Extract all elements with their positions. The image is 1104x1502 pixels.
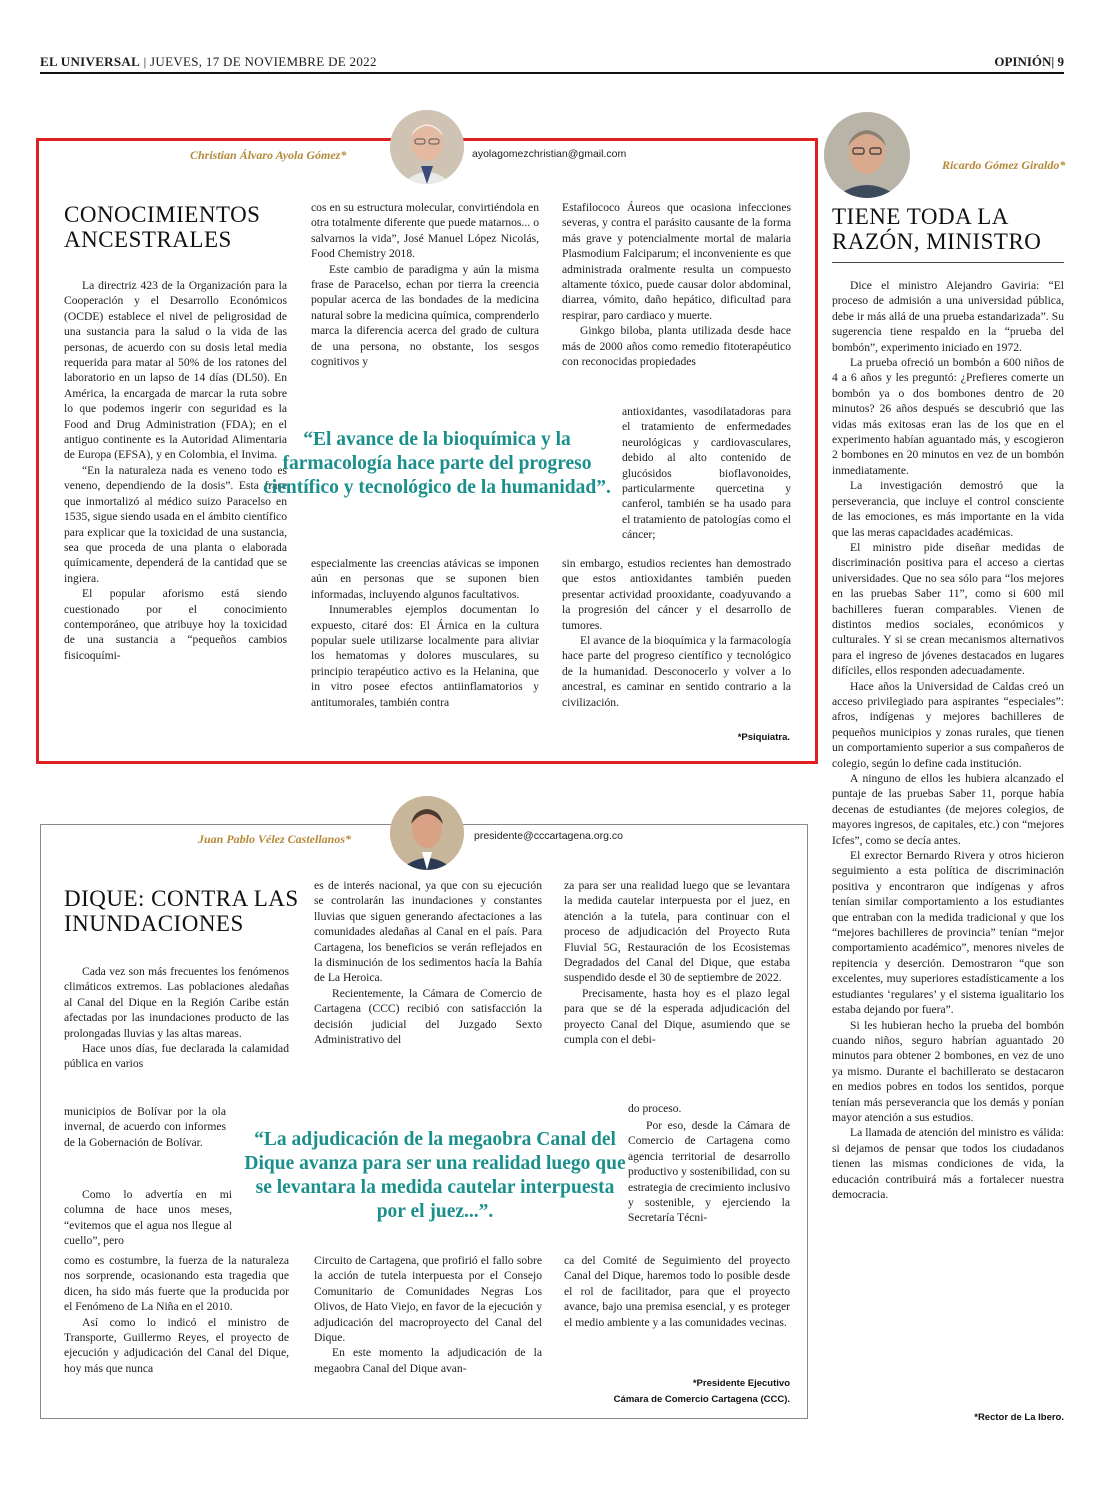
article1-author: Christian Álvaro Ayola Gómez*	[190, 148, 347, 162]
article3-credit-title: *Presidente Ejecutivo	[692, 1378, 790, 1389]
article2-headline: TIENE TODA LA RAZÓN, MINISTRO	[832, 204, 1042, 254]
paragraph: Hace años la Universidad de Caldas creó un acceso privilegiado para aspirantes “especiales”: afros, indígenas y mejores bachilleres de pequeños municipios y zonas rurales, que tienen un comportamiento superior a sus compañeros de colegio, según lo define cada institución.	[832, 679, 1064, 770]
article1-column-3a	[562, 200, 791, 404]
paragraph: como es costumbre, la fuerza de la naturaleza nos sorprende, ocasionando esta tragedia que dicen, ha sido más fuerte que la producida por el Fenómeno de La Niña en el 2010.	[64, 1254, 289, 1314]
paragraph: Precisamente, hasta hoy es el plazo legal para que se dé la esperada adjudicación del proyecto Canal del Dique, asumiendo que se cumpla con el debi-	[564, 986, 790, 1047]
article1-column-3b	[622, 404, 791, 556]
paragraph: Si les hubieran hecho la prueba del bombón cuando niños, seguro habrían aguantado 20 minutos para obtener 2 bombones, en vez de uno ya mismo. Durante el bachillerato se destacaron en medios pobres en todos los sentidos, porque tenían más perseverancia que los demás y ponían mayor atención a sus estudios.	[832, 1018, 1064, 1124]
paragraph: La prueba ofreció un bombón a 600 niños de 4 a 6 años y les preguntó: ¿Prefieres comerte un bombón ya o dos bombones dentro de 20 minutos? 26 años después se descubrió que las vidas más exitosas eran las de los que en el experimento habían aguantado más, y escogieron 2 bombones en 20 minutos en vez de un bombón inmediatamente.	[832, 356, 1064, 477]
paragraph: Como lo advertía en mi columna de hace unos meses, “evitemos que el agua nos llegue al cuello”, pero	[64, 1188, 232, 1248]
article1-column-2b	[311, 556, 539, 746]
paragraph: La llamada de atención del ministro es válida: si dejamos de pensar que todos los ciudadanos tienen las mismas condiciones de vida, la educación contribuirá más a fortalecer nuestra democracia.	[832, 1126, 1064, 1201]
paragraph: Cada vez son más frecuentes los fenómenos climáticos extremos. Las poblaciones aledañas al Canal del Dique en la Región Caribe están afectadas por las inundaciones producto de las prolongadas lluvias y las altas mareas.	[64, 965, 289, 1040]
article3-headline: DIQUE: CONTRA LAS INUNDACIONES	[64, 886, 299, 936]
article3-column-2a	[314, 878, 542, 1100]
author-portrait-icon	[390, 110, 464, 184]
issue-date: | JUEVES, 17 DE NOVIEMBRE DE 2022	[143, 54, 377, 69]
paragraph: Recientemente, la Cámara de Comercio de Cartagena (CCC) recibió con satisfacción la decisión judicial del Juzgado Sexto Administrativo del	[314, 986, 542, 1047]
article2-headline-rule	[832, 262, 1064, 263]
article3-column-1a	[64, 964, 289, 1104]
paragraph: El ministro pide diseñar medidas de discriminación positiva para el acceso a ciertas universidades. Que no sea sólo para “los mejores en las pruebas Saber 11”, como si 600 mil bachilleres fueran comparables. Vienen de distintos medios sociales, económicos y culturales. Y si se crean mecanismos alternativos para el ingreso de jóvenes destacados en lugares difíciles, ellos responden adecuadamente.	[832, 540, 1064, 678]
article1-credit: *Psiquiatra.	[737, 732, 790, 743]
article1-column-1	[64, 278, 287, 745]
paragraph: “En la naturaleza nada es veneno todo es veneno, dependiendo de la dosis”. Esta frase que inmortalizó al médico suizo Paracelso en 1535, sigue siendo usada en el ámbito científico para explicar que la toxicidad de una sustancia, sea que proceda de una planta o elaborada químicamente, dependerá de la cantidad que se ingiera.	[64, 463, 287, 585]
paragraph: do proceso.	[628, 1102, 682, 1115]
article2-author: Ricardo Gómez Giraldo*	[942, 158, 1066, 172]
masthead-left	[40, 54, 377, 70]
article2-credit: *Rector de La Ibero.	[974, 1412, 1064, 1423]
paragraph: cos en su estructura molecular, convirtiéndola en otra totalmente diferente que puede matarnos... o salvarnos la vida”, José Manuel López Nicolás, Food Chemistry 2018.	[311, 201, 539, 261]
article3-column-3c	[628, 1118, 790, 1253]
paragraph: Estafilococo Áureos que ocasiona infecciones severas, y contra el parásito causante de la forma más grave y potencialmente mortal de malaria Plasmodium Falciparum; el inconveniente es que administrada oralmente resulta un compuesto altamente tóxico, puede causar dolor abdominal, diarrea, vómito, daño hepático, dificultad para respirar, paro cardiaco y muerte.	[562, 201, 791, 322]
paragraph: antioxidantes, vasodilatadoras para el tratamiento de enfermedades neurológicas y cardiovasculares, debido al alto contenido de glucósidos bioflavonoides, particularmente quercetina y canferol, también se ha usado para el tratamiento de patologías como el cáncer;	[622, 405, 791, 542]
article1-column-3c	[562, 556, 791, 734]
article3-author-photo	[390, 796, 464, 870]
paragraph: La directriz 423 de la Organización para la Cooperación y el Desarrollo Económicos (OCDE) establece el nivel de peligrosidad de una sustancia para la salud o la vida de las personas, de acuerdo con su dosis letal media requerida para matar al 50% de los ratones del laboratorio en un lapso de 14 días (DL50). En América, la encargada de marcar la ruta sobre lo que podemos ingerir con seguridad es la Food and Drug Administration (FDA); en el antiguo continente es la Autoridad Alimentaria de Europa (EFSA), y en Colombia, el Invima.	[64, 279, 287, 462]
paragraph: Ginkgo biloba, planta utilizada desde hace más de 2000 años como remedio fitoterapéutico con reconocidas propiedades	[562, 324, 791, 369]
paragraph: La investigación demostró que la perseverancia, que incluye el control consciente de las emociones, es más importante en la vida que las meras capacidades académicas.	[832, 479, 1064, 539]
paragraph: ca del Comité de Seguimiento del proyecto Canal del Dique, haremos todo lo posible desde el rol de facilitador, para que el proyecto avance, bajo una premisa esencial, y es proteger el medio ambiente y a las comunidades vecinas.	[564, 1254, 790, 1329]
article3-credit-org: Cámara de Comercio Cartagena (CCC).	[613, 1394, 790, 1405]
section-page: OPINIÓN| 9	[994, 54, 1064, 69]
article3-author: Juan Pablo Vélez Castellanos*	[198, 832, 352, 846]
paragraph: El avance de la bioquímica y la farmacología hace parte del progreso científico y tecnológico de la humanidad. Desconocerlo y volver a lo ancestral, es caminar en sentido contrario a la civilización.	[562, 634, 791, 709]
article3-column-1b	[64, 1104, 226, 1186]
article3-column-3a	[564, 878, 790, 1100]
author-portrait-icon	[824, 112, 910, 198]
masthead	[40, 52, 1064, 74]
paragraph: Hace unos días, fue declarada la calamidad pública en varios	[64, 1042, 289, 1071]
author-portrait-icon	[390, 796, 464, 870]
paragraph: Por eso, desde la Cámara de Comercio de Cartagena como agencia territorial de desarrollo productivo y sostenibilidad, con su estrategia de crecimiento inclusivo y sostenible, y ejerciendo la Secretaría Técni-	[628, 1119, 790, 1225]
paragraph: Circuito de Cartagena, que profirió el fallo sobre la acción de tutela interpuesta por el Consejo Comunitario de Comunidades Negras Los Olivos, de Hato Viejo, en favor de la ejecución y adjudicación del macroproyecto del Canal del Dique.	[314, 1254, 542, 1345]
paragraph: Este cambio de paradigma y aún la misma frase de Paracelso, echan por tierra la creencia popular acerca de las bondades de la medicina natural sobre la medicina química, comprenderlo marca la diferencia acerca del grado de cultura de una persona, no obstante, los sesgos cognitivos y	[311, 262, 539, 369]
article3-pullquote: “La adjudicación de la megaobra Canal del Dique avanza para ser una realidad luego que se levantara la medida cautelar interpuesta por el juez...”.	[244, 1129, 626, 1222]
paragraph: za para ser una realidad luego que se levantara la medida cautelar interpuesta por el juez, en atención a la tutela, para continuar con el proceso de adjudicación del Proyecto Ruta Fluvial 5G, Restauración de los Ecosistemas Degradados del Canal del Dique, que estaba suspendido desde el 30 de septiembre de 2022.	[564, 879, 790, 985]
article3-email: presidente@cccartagena.org.co	[474, 830, 623, 842]
article3-column-1c	[64, 1187, 232, 1253]
paragraph: El exrector Bernardo Rivera y otros hicieron seguimiento a esta política de discriminación positiva y encontraron que indígenas y afros tenían similar comportamiento a los estudiantes que entraban con la medida tradicional y que los “mejores bachilleres de provincia” tenían “mejor comportamiento académico”, menores niveles de repitencia y deserción. Demostraron “que son excelentes, muy superiores estadísticamente a los estudiantes ‘regulares’ y el sistema igualitario los estaba dejando por fuera”.	[832, 849, 1064, 1017]
article1-author-photo	[390, 110, 464, 184]
article3-column-2b	[314, 1253, 542, 1408]
paragraph: En este momento la adjudicación de la megaobra Canal del Dique avan-	[314, 1346, 542, 1375]
paragraph: A ninguno de ellos les hubiera alcanzado el puntaje de las pruebas Saber 11, porque había decenas de estudiantes (de mejores colegios, de mayores ingresos, de capitales, etc.) con “mejores Icfes”, como se decía antes.	[832, 772, 1064, 847]
paragraph: Dice el ministro Alejandro Gaviria: “El proceso de admisión a una universidad pública, debe ir más allá de una prueba estandarizada”. Su sugerencia tiene respaldo en la “prueba del bombón”, experimento iniciado en 1972.	[832, 279, 1064, 354]
article3-column-3d	[564, 1253, 790, 1373]
article1-email: ayolagomezchristian@gmail.com	[472, 148, 627, 160]
paragraph: es de interés nacional, ya que con su ejecución se controlarán las inundaciones y constantes lluvias que siguen generando afectaciones a las comunidades aledañas al Canal en el país. Para Cartagena, los beneficios se verán reflejados en la disminución de los sedimentos hacía la Bahía de La Heroica.	[314, 879, 542, 985]
paragraph: municipios de Bolívar por la ola invernal, de acuerdo con informes de la Gobernación de Bolívar.	[64, 1105, 226, 1149]
article2-author-photo	[824, 112, 910, 198]
paragraph: El popular aforismo está siendo cuestionado por el conocimiento contemporáneo, que atribuye hoy la toxicidad de una sustancia a “pequeños cambios fisicoquími-	[64, 587, 287, 662]
article1-column-2a	[311, 200, 539, 418]
article2-column	[832, 278, 1064, 1428]
paragraph: Innumerables ejemplos documentan lo expuesto, citaré dos: El Árnica en la cultura popular suele utilizarse localmente para aliviar los hematomas y dolores musculares, su principio terapéutico activo es la Helanina, que in vitro posee efectos antiinflamatorios y antitumorales, también contra	[311, 603, 539, 709]
article3-column-3b	[628, 1101, 790, 1118]
paragraph: Así como lo indicó el ministro de Transporte, Guillermo Reyes, el proyecto de ejecución y adjudicación del Canal del Dique, hoy más que nunca	[64, 1315, 289, 1375]
article1-pullquote: “El avance de la bioquímica y la farmacología hace parte del progreso científico y tecnológico de la humanidad”.	[263, 429, 611, 498]
article1-headline: CONOCIMIENTOS ANCESTRALES	[64, 202, 261, 252]
article3-column-1d	[64, 1253, 289, 1408]
paragraph: especialmente las creencias atávicas se imponen aún en personas que se suponen bien informadas, incluyendo algunos facultativos.	[311, 557, 539, 601]
paper-name: EL UNIVERSAL	[40, 54, 141, 69]
paragraph: sin embargo, estudios recientes han demostrado que estos antioxidantes también pueden presentar actividad prooxidante, coadyuvando a la progresión del cáncer y el desarrollo de tumores.	[562, 557, 791, 632]
